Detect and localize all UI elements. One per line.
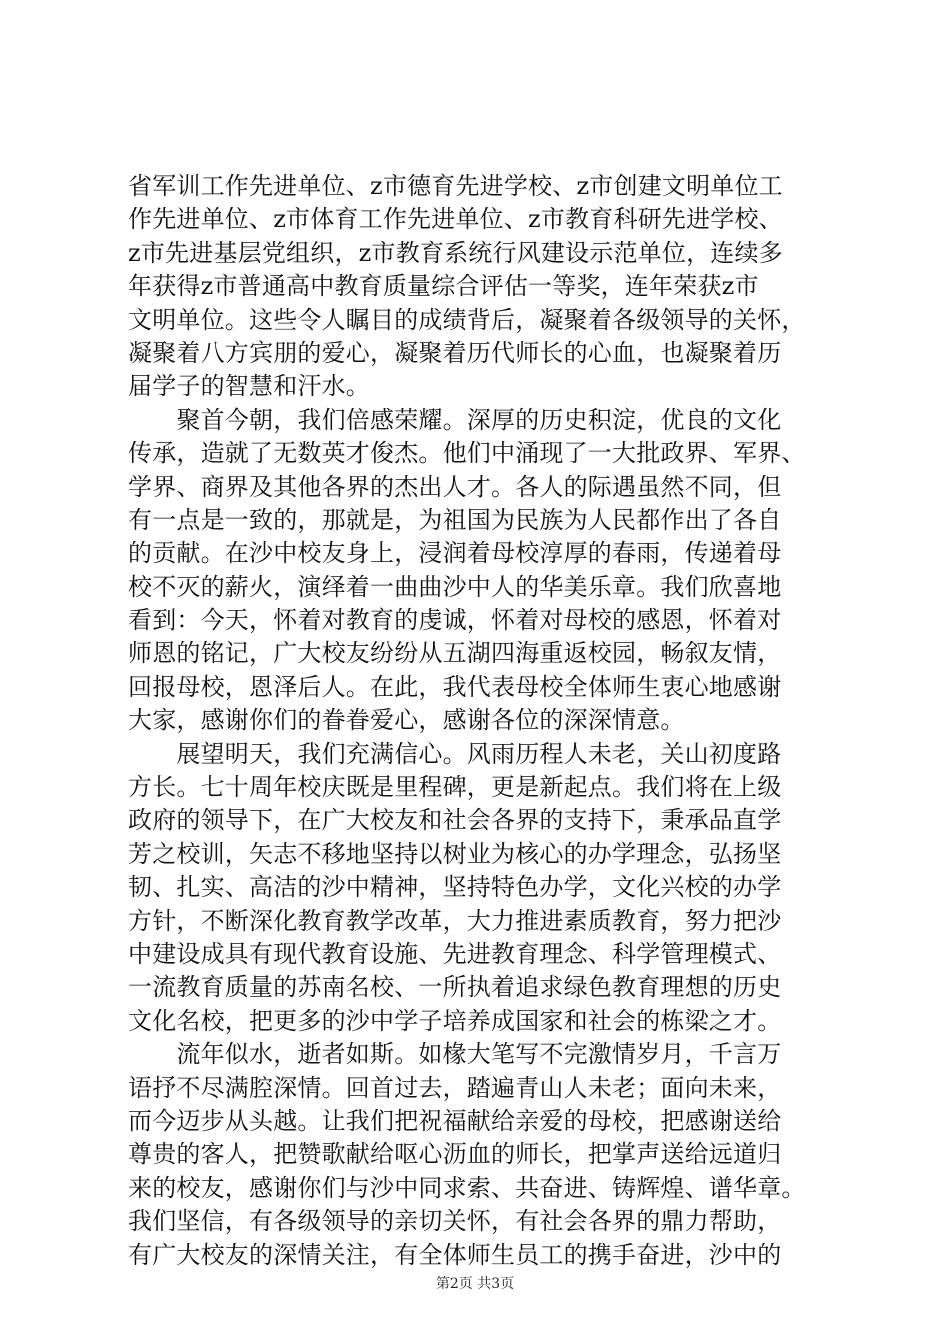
text-line: 校不灭的薪火，演绎着一曲曲沙中人的华美乐章。我们欣喜地: [128, 572, 782, 601]
text-line: 方针，不断深化教育教学改革，大力推进素质教育，努力把沙: [128, 906, 782, 935]
text-line: 中建设成具有现代教育设施、先进教育理念、科学管理模式、: [128, 939, 782, 968]
text-line: 回报母校，恩泽后人。在此，我代表母校全体师生衷心地感谢: [128, 672, 782, 701]
page-number-footer: 第2页 共3页: [435, 1276, 515, 1292]
text-line: 省军训工作先进单位、z市德育先进学校、z市创建文明单位工: [128, 172, 783, 200]
text-line: 凝聚着八方宾朋的爱心，凝聚着历代师长的心血，也凝聚着历: [128, 338, 782, 367]
text-line: 师恩的铭记，广大校友纷纷从五湖四海重返校园，畅叙友情，: [128, 639, 782, 668]
text-line: 年获得z市普通高中教育质量综合评估一等奖，连年荣获z市: [128, 272, 759, 301]
body-text: [128, 170, 833, 1272]
text-line: 方长。七十周年校庆既是里程碑，更是新起点。我们将在上级: [128, 773, 782, 802]
text-line: 展望明天，我们充满信心。风雨历程人未老，关山初度路: [128, 739, 782, 768]
text-line: 一流教育质量的苏南名校、一所执着追求绿色教育理想的历史: [128, 973, 782, 1002]
text-line: 文明单位。这些令人瞩目的成绩背后，凝聚着各级领导的关怀，: [128, 305, 806, 334]
text-line: 作先进单位、z市体育工作先进单位、z市教育科研先进学校、: [128, 205, 783, 234]
text-line: 的贡献。在沙中校友身上，浸润着母校淳厚的春雨，传递着母: [128, 539, 782, 568]
text-line: 传承，造就了无数英才俊杰。他们中涌现了一大批政界、军界、: [128, 439, 806, 468]
text-line: 尊贵的客人，把赞歌献给呕心沥血的师长，把掌声送给远道归: [128, 1140, 782, 1169]
text-line: 大家，感谢你们的眷眷爱心，感谢各位的深深情意。: [128, 706, 685, 735]
text-line: 而今迈步从头越。让我们把祝福献给亲爱的母校，把感谢送给: [128, 1106, 782, 1135]
text-line: 学界、商界及其他各界的杰出人才。各人的际遇虽然不同，但: [128, 472, 782, 501]
text-line: 有广大校友的深情关注，有全体师生员工的携手奋进，沙中的: [128, 1240, 782, 1269]
text-line: 我们坚信，有各级领导的亲切关怀，有社会各界的鼎力帮助，: [128, 1207, 782, 1236]
text-line: 政府的领导下，在广大校友和社会各界的支持下，秉承品直学: [128, 806, 782, 835]
text-line: 有一点是一致的，那就是，为祖国为民族为人民都作出了各自: [128, 505, 782, 534]
text-line: 芳之校训，矢志不移地坚持以树业为核心的办学理念，弘扬坚: [128, 839, 782, 868]
text-line: 流年似水，逝者如斯。如椽大笔写不完激情岁月，千言万: [128, 1040, 782, 1069]
text-line: 看到：今天，怀着对教育的虔诚，怀着对母校的感恩，怀着对: [128, 606, 782, 635]
text-line: 文化名校，把更多的沙中学子培养成国家和社会的栋梁之才。: [128, 1006, 782, 1035]
text-line: z市先进基层党组织，z市教育系统行风建设示范单位，连续多: [128, 238, 783, 267]
text-line: 韧、扎实、高洁的沙中精神，坚持特色办学，文化兴校的办学: [128, 873, 782, 902]
text-line: 聚首今朝，我们倍感荣耀。深厚的历史积淀，优良的文化: [128, 405, 782, 434]
text-line: 来的校友，感谢你们与沙中同求索、共奋进、铸辉煌、谱华章。: [128, 1173, 806, 1202]
text-line: 届学子的智慧和汗水。: [128, 372, 370, 401]
text-line: 语抒不尽满腔深情。回首过去，踏遍青山人未老；面向未来，: [128, 1073, 782, 1102]
